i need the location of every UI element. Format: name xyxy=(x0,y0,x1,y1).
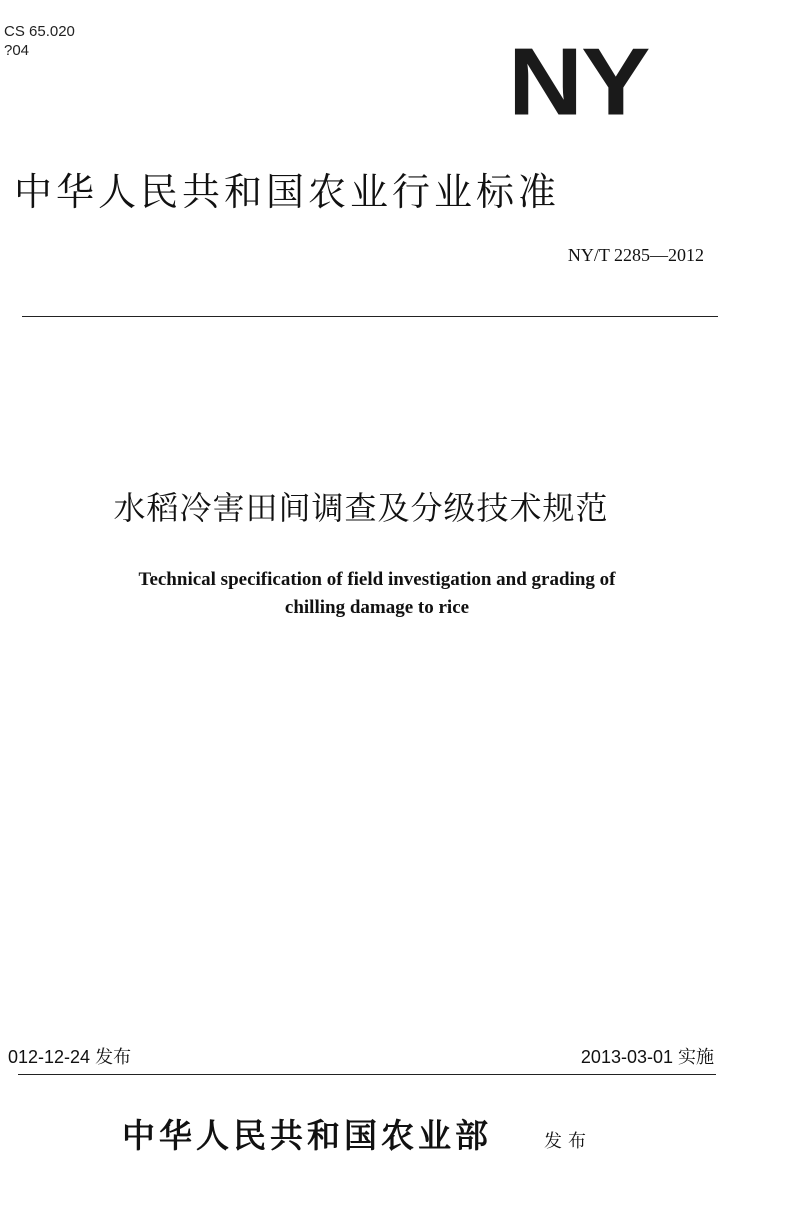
document-title-english xyxy=(40,566,714,622)
english-title-line-1: Technical specification of field investigation and grading of xyxy=(138,569,616,590)
header-divider xyxy=(22,316,718,317)
standard-category-title: 中华人民共和国农业行业标准 xyxy=(14,170,561,214)
classification-codes xyxy=(4,22,75,60)
ny-logo: NY xyxy=(508,28,649,136)
standard-number: NY/T 2285—2012 xyxy=(567,245,704,265)
publish-label: 发布 xyxy=(544,1131,592,1152)
ics-code: CS 65.020 xyxy=(4,23,75,40)
footer-divider xyxy=(18,1074,716,1075)
implementation-date: 2013-03-01 实施 xyxy=(580,1047,714,1067)
document-title-chinese: 水稻冷害田间调查及分级技术规范 xyxy=(113,489,609,527)
issue-date: 012-12-24 发布 xyxy=(8,1047,132,1067)
english-title-line-2: chilling damage to rice xyxy=(284,597,470,618)
ccs-code: ?04 xyxy=(4,42,30,59)
publisher-name: 中华人民共和国农业部 xyxy=(122,1116,492,1155)
